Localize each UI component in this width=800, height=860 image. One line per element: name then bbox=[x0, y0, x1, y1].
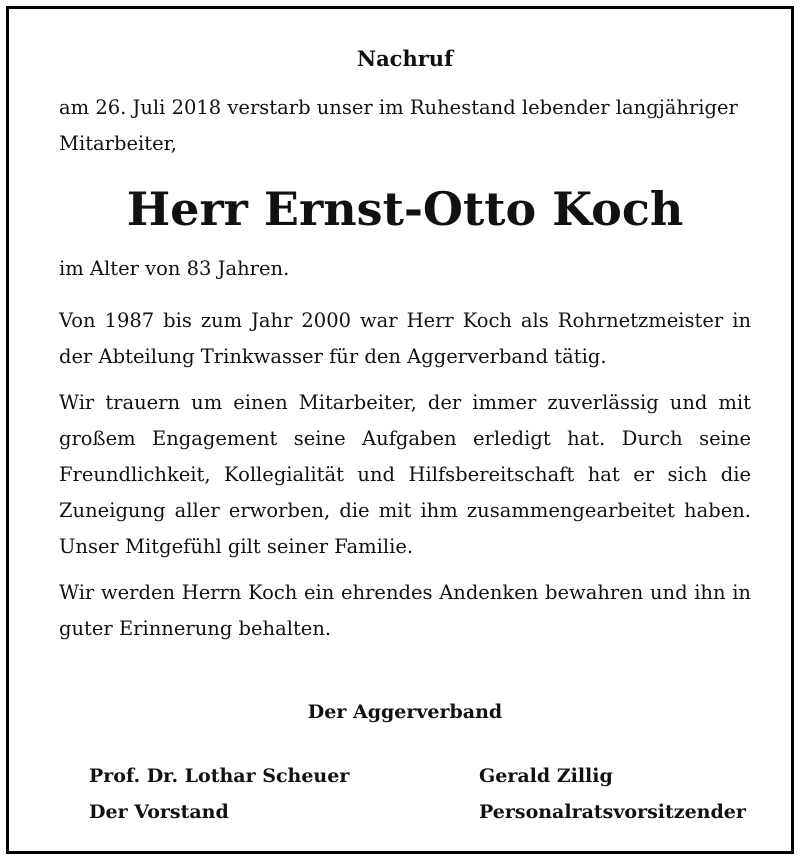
signature-block bbox=[59, 758, 751, 830]
signatory-name: Gerald Zillig bbox=[479, 765, 613, 788]
paragraph-tribute: Wir trauern um einen Mitarbeiter, der immer zuverlässig und mit großem Engagement seine Aufgaben erledigt hat. Durch seine Freundlichkeit, Kollegialität und Hilfsbereitschaft hat er sich die Zuneigung aller erworben, die mit ihm zusammengearbeitet haben. Unser Mitgefühl gilt seiner Familie. bbox=[59, 391, 751, 559]
notice-heading: Nachruf bbox=[356, 46, 454, 71]
paragraph-career: Von 1987 bis zum Jahr 2000 war Herr Koch als Rohrnetzmeister in der Abteilung Trinkwasser für den Aggerverband tätig. bbox=[59, 309, 751, 369]
intro-text: am 26. Juli 2018 verstarb unser im Ruhestand lebender langjähriger Mitarbeiter, bbox=[59, 96, 738, 156]
notice-border bbox=[6, 6, 794, 854]
deceased-name: Herr Ernst-Otto Koch bbox=[126, 182, 684, 237]
age-line: im Alter von 83 Jahren. bbox=[59, 257, 290, 281]
organization-name: Der Aggerverband bbox=[307, 701, 503, 724]
signatory-name: Prof. Dr. Lothar Scheuer bbox=[89, 765, 350, 788]
signatory-role: Personalratsvorsitzender bbox=[479, 801, 746, 824]
signatory-role: Der Vorstand bbox=[89, 801, 229, 824]
signatory-left bbox=[89, 758, 349, 830]
signatory-right bbox=[479, 758, 749, 830]
paragraph-remembrance: Wir werden Herrn Koch ein ehrendes Andenken bewahren und ihn in guter Erinnerung behalten. bbox=[59, 581, 751, 641]
notice-content bbox=[59, 45, 751, 830]
